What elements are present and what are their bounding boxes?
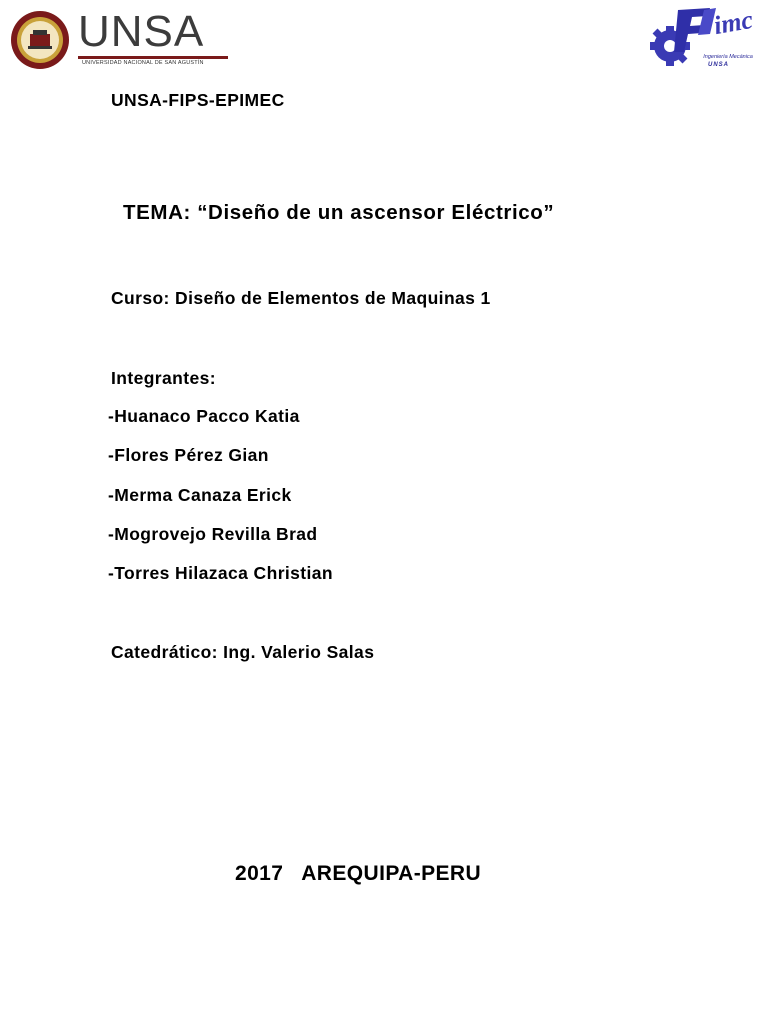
- faculty-code: UNSA-FIPS-EPIMEC: [111, 90, 285, 110]
- member-item: -Merma Canaza Erick: [108, 485, 292, 505]
- imc-subtitle-unsa: UNSA: [708, 62, 730, 68]
- curso-line: Curso: Diseño de Elementos de Maquinas 1: [111, 288, 491, 308]
- imc-logo: [648, 4, 762, 70]
- member-item: -Torres Hilazaca Christian: [108, 563, 334, 583]
- tema-title: TEMA: “Diseño de un ascensor Eléctrico”: [123, 201, 555, 224]
- catedratico-line: Catedrático: Ing. Valerio Salas: [111, 642, 375, 662]
- unsa-subtitle: UNIVERSIDAD NACIONAL DE SAN AGUSTÍN: [82, 60, 204, 66]
- imc-wordmark: [648, 4, 762, 70]
- unsa-logo: [10, 7, 225, 70]
- member-item: -Huanaco Pacco Katia: [108, 406, 300, 426]
- unsa-rule: [78, 56, 228, 59]
- member-item: -Flores Pérez Gian: [108, 445, 269, 465]
- footer-year-city: 2017 AREQUIPA-PERU: [235, 862, 482, 885]
- imc-subtitle: Ingeniería Mecánica: [703, 54, 753, 60]
- member-item: -Mogrovejo Revilla Brad: [108, 524, 318, 544]
- imc-text: imc: [711, 4, 756, 41]
- unsa-wordmark: UNSA: [78, 7, 205, 56]
- integrantes-heading: Integrantes:: [111, 368, 216, 388]
- unsa-seal-icon: [10, 10, 70, 70]
